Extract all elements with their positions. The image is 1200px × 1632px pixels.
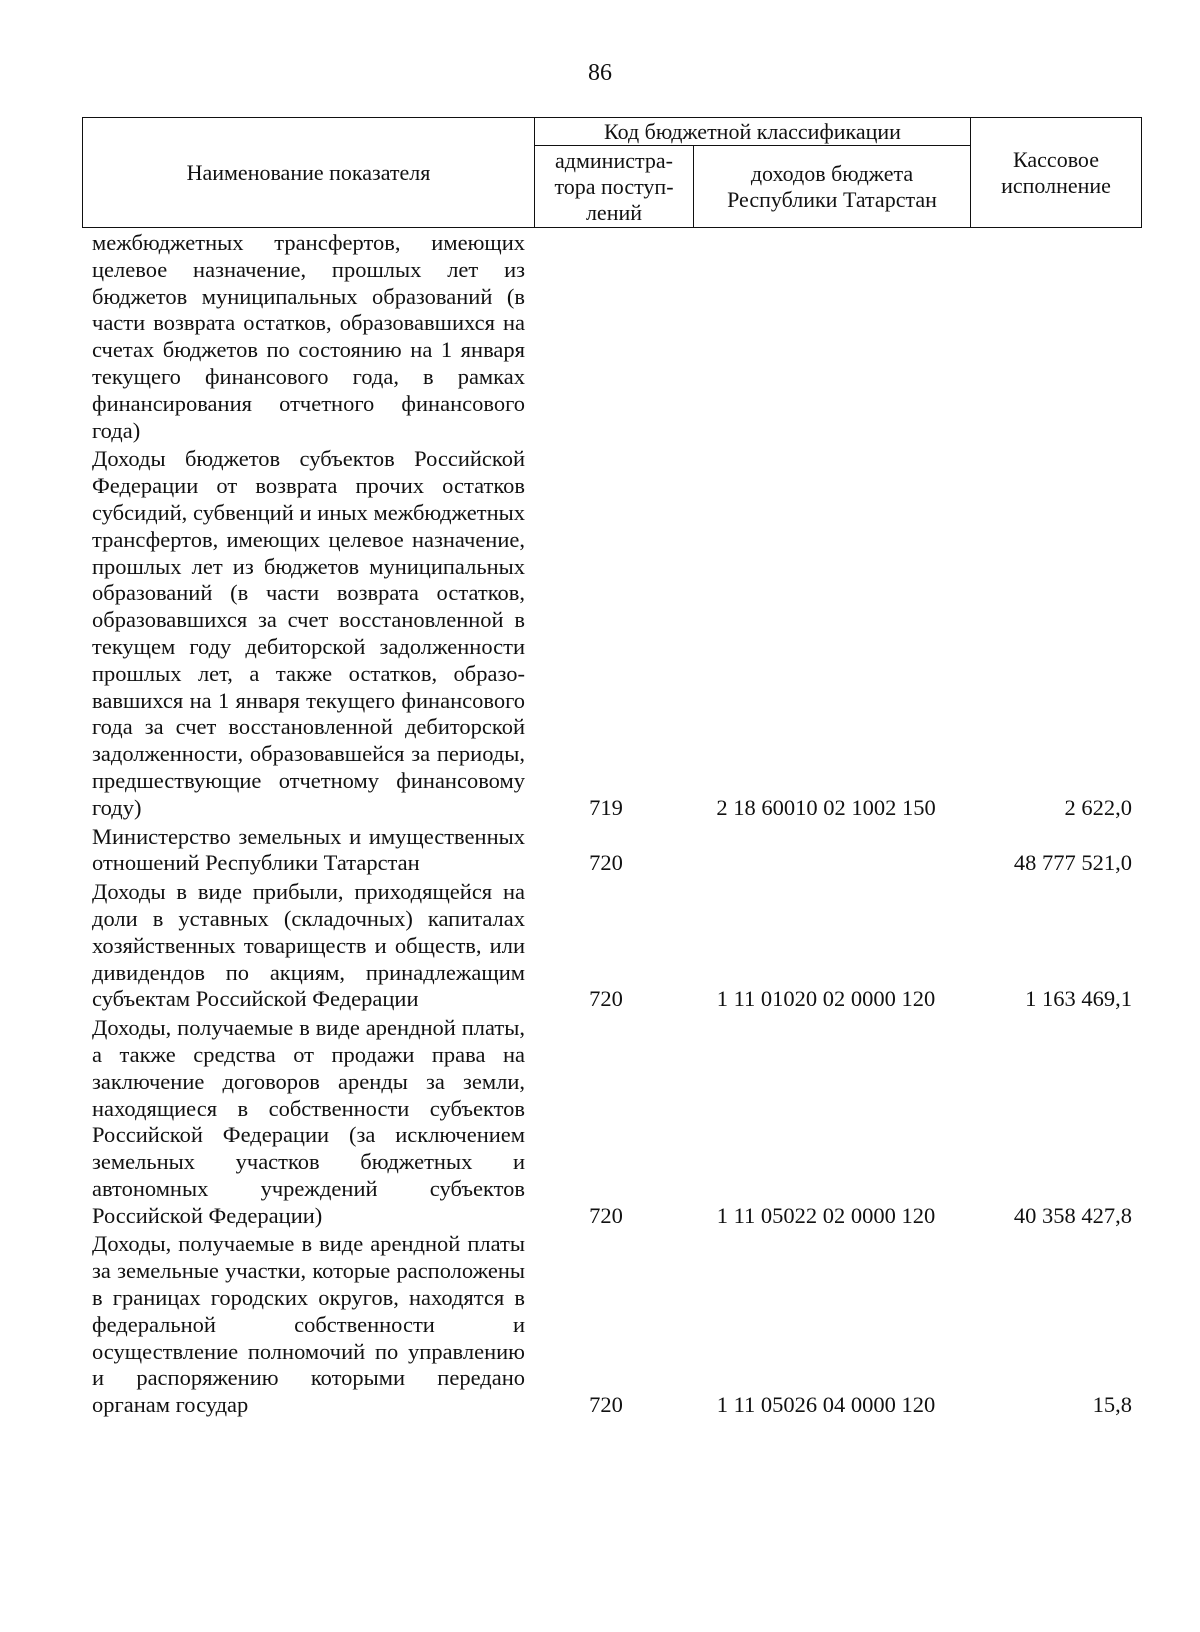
income-code: 1 11 05022 02 0000 120: [716, 1202, 936, 1228]
admin-code: 719: [589, 794, 623, 820]
table-row: [0, 879, 1200, 1013]
header-cash-execution: Кассовое исполнение: [970, 117, 1142, 228]
admin-code: 720: [589, 1202, 623, 1228]
table-row: [0, 824, 1200, 878]
indicator-name: Доходы в виде прибыли, приходящейся на доли в уставных (складочных) капиталах хозяйственных товариществ и обществ, или дивидендов по акциям, принадлежащим субъектам Российской Федерации: [92, 879, 525, 1012]
cash-amount: 15,8: [1092, 1392, 1132, 1418]
header-indicator-name: Наименование показателя: [82, 117, 535, 228]
indicator-name: Доходы бюджетов субъектов Российской Федерации от возврата прочих остатков субсидий, субвенций и иных межбюджетных трансфертов, имеющих целевое назначение, прошлых лет из бюджетов муниципальных образований (в части возврата остатков, образовавшихся за счет восстановленной в текущем году дебиторской задолженности прошлых лет, а также остатков, образовавшихся на 1 января текущего финансового года за счет восстановленной дебиторской задолженности, образовавшейся за периоды, предшествующие отчетному финансовому году): [92, 446, 525, 820]
income-code: 1 11 05026 04 0000 120: [716, 1392, 936, 1418]
admin-code: 720: [589, 850, 623, 876]
indicator-name: Министерство земельных и имущественных отношений Республики Татарстан: [92, 823, 525, 876]
indicator-name: Доходы, получаемые в виде арендной платы, а также средства от продажи права на заключение договоров аренды за земли, находящиеся в собственности субъектов Российской Федерации (за исключением земельных участков бюджетных и автономных учреждений субъектов Российской Федерации): [92, 1015, 525, 1228]
income-code: 2 18 60010 02 1002 150: [716, 794, 936, 820]
page-number: 86: [588, 60, 612, 86]
cash-amount: 48 777 521,0: [1013, 850, 1132, 876]
header-budget-classification-code: Код бюджетной классификации: [534, 117, 971, 146]
table-body: [0, 230, 1200, 1421]
table-row: [0, 446, 1200, 821]
table-header: [82, 117, 1142, 228]
admin-code: 720: [589, 1392, 623, 1418]
header-budget-revenues: доходов бюджета Республики Татарстан: [693, 145, 971, 228]
cash-amount: 1 163 469,1: [1025, 986, 1132, 1012]
cash-amount: 2 622,0: [1064, 794, 1132, 820]
header-revenue-administrator: администра- тора поступ- лений: [534, 145, 694, 228]
table-row: [0, 1231, 1200, 1419]
admin-code: 720: [589, 986, 623, 1012]
indicator-name: межбюджетных трансфертов, имеющих целевое назначение, прошлых лет из бюджетов муниципальных образований (в части возврата остатков, образовавшихся на счетах бюджетов по состоянию на 1 января текущего финансового года, в рамках финансирования отчетного финансового года): [92, 230, 525, 443]
cash-amount: 40 358 427,8: [1013, 1202, 1132, 1228]
table-row: [0, 1015, 1200, 1229]
table-row: [0, 230, 1200, 444]
income-code: 1 11 01020 02 0000 120: [716, 986, 936, 1012]
indicator-name: Доходы, получаемые в виде арендной платы за земельные участки, которые расположены в границах городских округов, находятся в федеральной собственности и осуществление полномочий по управлению и распоряжению которыми передано органам государ: [92, 1231, 525, 1418]
